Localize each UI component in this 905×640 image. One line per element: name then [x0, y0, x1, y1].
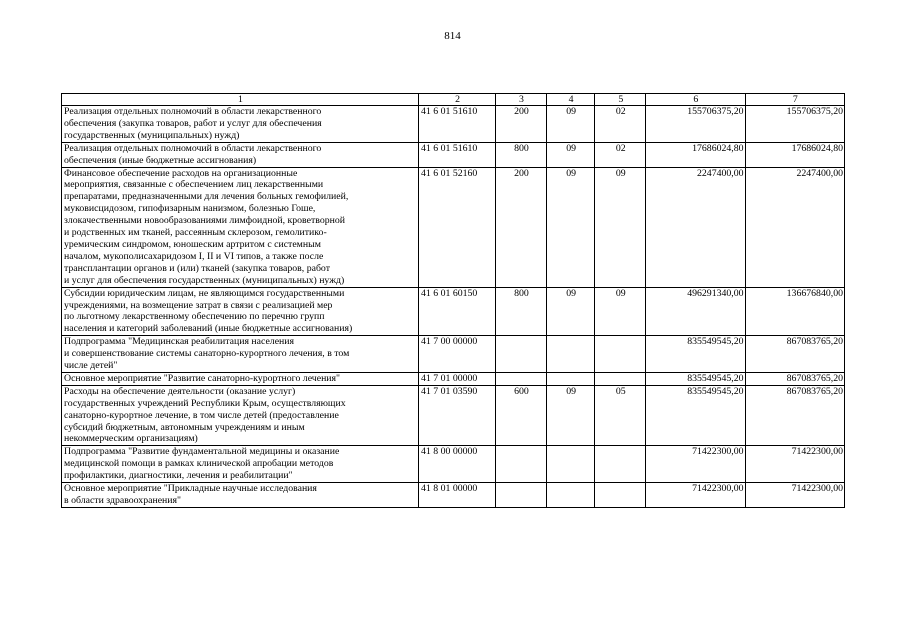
row-name-line: обеспечения (закупка товаров, работ и услуг для обеспечения — [64, 117, 322, 129]
row-rz-cell — [546, 336, 595, 373]
row-rz-cell: 09 — [546, 385, 595, 446]
row-name-line: началом, мукополисахаридозом I, II и VI типов, а также после — [64, 250, 324, 262]
row-vr-cell — [496, 336, 547, 373]
table-body — [62, 106, 845, 508]
row-sum1-cell: 155706375,20 — [646, 106, 745, 143]
row-pr-cell: 02 — [595, 142, 646, 167]
row-vr-cell — [496, 483, 547, 508]
page-number: 814 — [444, 30, 461, 42]
header-cell-5: 5 — [595, 94, 646, 106]
row-name-line: учреждениями, на возмещение затрат в связи с реализацией мер — [64, 299, 333, 311]
row-name-line: и совершенствование системы санаторно-курортного лечения, в том — [64, 348, 350, 360]
row-name-line: препаратами, предназначенными для лечения больных гемофилией, — [64, 191, 349, 203]
row-sum1-cell: 71422300,00 — [646, 446, 745, 483]
budget-table — [61, 93, 845, 508]
row-name-cell — [62, 287, 419, 336]
row-sum2-cell: 867083765,20 — [745, 372, 844, 385]
row-name-line: Финансовое обеспечение расходов на организационные — [64, 167, 298, 179]
row-name-cell — [62, 106, 419, 143]
row-name-line: в области здравоохранения" — [64, 495, 182, 506]
row-name-line: числе детей" — [64, 360, 118, 372]
row-name-cell — [62, 446, 419, 483]
table-row — [62, 336, 845, 373]
row-name-cell — [62, 483, 419, 508]
row-code-cell: 41 6 01 52160 — [419, 167, 496, 287]
row-name-line: Реализация отдельных полномочий в области лекарственного — [64, 142, 322, 154]
row-name-cell — [62, 385, 419, 446]
table-row — [62, 287, 845, 336]
table-row — [62, 167, 845, 287]
row-vr-cell: 800 — [496, 142, 547, 167]
row-code-cell: 41 6 01 51610 — [419, 106, 496, 143]
row-code-cell: 41 6 01 51610 — [419, 142, 496, 167]
row-vr-cell: 200 — [496, 106, 547, 143]
row-name-line: государственных (муниципальных) нужд) — [64, 129, 240, 141]
row-sum2-cell: 17686024,80 — [745, 142, 844, 167]
row-name-line: уремическим синдромом, юношеским артритом с системным — [64, 238, 321, 250]
row-rz-cell — [546, 446, 595, 483]
row-name-cell — [62, 372, 419, 385]
row-code-cell: 41 8 01 00000 — [419, 483, 496, 508]
row-sum1-cell: 835549545,20 — [646, 372, 745, 385]
row-name-line: Подпрограмма "Развитие фундаментальной медицины и оказание — [64, 446, 340, 458]
header-cell-3: 3 — [496, 94, 547, 106]
row-sum1-cell: 71422300,00 — [646, 483, 745, 508]
row-name-line: Расходы на обеспечение деятельности (оказание услуг) — [64, 385, 296, 397]
row-rz-cell: 09 — [546, 287, 595, 336]
row-name-line: санаторно-курортное лечение, в том числе детей (предоставление — [64, 409, 339, 421]
row-name-line: государственных учреждений Республики Крым, осуществляющих — [64, 397, 346, 409]
row-name-cell — [62, 167, 419, 287]
row-code-cell: 41 8 00 00000 — [419, 446, 496, 483]
table-row — [62, 483, 845, 508]
row-sum2-cell: 71422300,00 — [745, 483, 844, 508]
row-name-line: обеспечения (иные бюджетные ассигнования) — [64, 154, 257, 166]
row-name-line: Субсидии юридическим лицам, не являющимся государственными — [64, 287, 345, 299]
row-code-cell: 41 7 00 00000 — [419, 336, 496, 373]
row-rz-cell: 09 — [546, 106, 595, 143]
row-vr-cell — [496, 446, 547, 483]
row-pr-cell — [595, 336, 646, 373]
row-sum1-cell: 835549545,20 — [646, 385, 745, 446]
row-rz-cell: 09 — [546, 142, 595, 167]
row-vr-cell: 600 — [496, 385, 547, 446]
row-sum1-cell: 2247400,00 — [646, 167, 745, 287]
row-vr-cell — [496, 372, 547, 385]
row-name-line: населения и категорий заболеваний (иные бюджетные ассигнования) — [64, 323, 353, 335]
row-rz-cell — [546, 372, 595, 385]
row-name-line: Основное мероприятие "Развитие санаторно-курортного лечения" — [64, 372, 341, 384]
row-sum1-cell: 17686024,80 — [646, 142, 745, 167]
header-cell-4: 4 — [546, 94, 595, 106]
row-vr-cell: 800 — [496, 287, 547, 336]
row-name-line: Реализация отдельных полномочий в области лекарственного — [64, 106, 322, 117]
header-row — [62, 94, 845, 106]
row-name-line: муковисцидозом, гипофизарным нанизмом, болезнью Гоше, — [64, 203, 316, 215]
header-cell-1: 1 — [62, 94, 419, 106]
row-sum1-cell: 835549545,20 — [646, 336, 745, 373]
row-name-line: мероприятия, связанные с обеспечением лиц лекарственными — [64, 179, 324, 191]
row-name-cell — [62, 336, 419, 373]
row-pr-cell — [595, 372, 646, 385]
table-row — [62, 142, 845, 167]
row-vr-cell: 200 — [496, 167, 547, 287]
row-rz-cell — [546, 483, 595, 508]
row-sum2-cell: 2247400,00 — [745, 167, 844, 287]
row-name-line: и родственных им тканей, рассеянным склерозом, гемолитико- — [64, 227, 327, 239]
row-sum2-cell: 155706375,20 — [745, 106, 844, 143]
row-name-line: злокачественными новообразованиями лимфоидной, кроветворной — [64, 215, 345, 227]
row-name-line: профилактики, диагностики, лечения и реабилитации" — [64, 470, 293, 482]
row-rz-cell: 09 — [546, 167, 595, 287]
table-row — [62, 446, 845, 483]
header-cell-2: 2 — [419, 94, 496, 106]
row-name-cell — [62, 142, 419, 167]
row-name-line: медицинской помощи в рамках клинической апробации методов — [64, 458, 334, 470]
row-name-line: некоммерческим организациям) — [64, 433, 198, 445]
header-cell-7: 7 — [745, 94, 844, 106]
row-name-line: Основное мероприятие "Прикладные научные исследования — [64, 483, 317, 495]
row-code-cell: 41 6 01 60150 — [419, 287, 496, 336]
row-name-line: по льготному лекарственному обеспечению по перечню групп — [64, 311, 325, 323]
row-sum2-cell: 867083765,20 — [745, 385, 844, 446]
row-pr-cell: 09 — [595, 287, 646, 336]
row-pr-cell — [595, 483, 646, 508]
row-name-line: и услуг для обеспечения государственных (муниципальных) нужд) — [64, 274, 345, 286]
row-pr-cell: 02 — [595, 106, 646, 143]
row-name-line: Подпрограмма "Медицинская реабилитация населения — [64, 336, 295, 348]
row-code-cell: 41 7 01 03590 — [419, 385, 496, 446]
row-name-line: трансплантации органов и (или) тканей (закупка товаров, работ — [64, 262, 330, 274]
table-row — [62, 372, 845, 385]
row-sum2-cell: 71422300,00 — [745, 446, 844, 483]
row-sum2-cell: 867083765,20 — [745, 336, 844, 373]
row-sum1-cell: 496291340,00 — [646, 287, 745, 336]
header-cell-6: 6 — [646, 94, 745, 106]
row-pr-cell: 05 — [595, 385, 646, 446]
row-pr-cell — [595, 446, 646, 483]
table-row — [62, 106, 845, 143]
row-sum2-cell: 136676840,00 — [745, 287, 844, 336]
row-name-line: субсидий бюджетным, автономным учреждениям и иным — [64, 421, 305, 433]
row-pr-cell: 09 — [595, 167, 646, 287]
table-row — [62, 385, 845, 446]
row-code-cell: 41 7 01 00000 — [419, 372, 496, 385]
